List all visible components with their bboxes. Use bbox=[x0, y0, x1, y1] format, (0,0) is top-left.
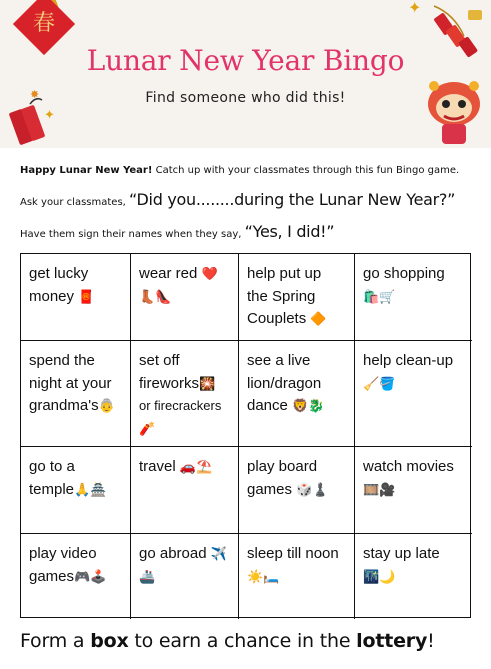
cell-text: go shopping bbox=[363, 265, 445, 282]
bingo-cell[interactable] bbox=[131, 341, 239, 447]
footer-text: ! bbox=[427, 630, 435, 652]
bingo-cell[interactable] bbox=[131, 254, 239, 341]
cell-text: help put up the Spring Couplets bbox=[247, 265, 322, 327]
pray-temple-icon: 🙏🏯 bbox=[74, 481, 107, 497]
bingo-cell[interactable] bbox=[21, 341, 131, 447]
cell-text: set off fireworks bbox=[139, 352, 200, 392]
cell-text: go abroad bbox=[139, 545, 207, 562]
bingo-cell[interactable] bbox=[239, 254, 355, 341]
ship-icon: 🚢 bbox=[139, 568, 156, 584]
cell-text: play board games bbox=[247, 458, 318, 498]
grandma-icon: 👵 bbox=[98, 398, 115, 413]
bingo-cell[interactable] bbox=[355, 254, 472, 341]
page-title: Lunar New Year Bingo bbox=[86, 44, 405, 77]
dice-chess-icon: 🎲♟️ bbox=[296, 481, 329, 497]
red-envelope-icon: 🧧 bbox=[78, 288, 95, 304]
film-camera-icon: 🎞️🎥 bbox=[363, 481, 396, 497]
intro-line-greeting bbox=[20, 165, 459, 176]
cell-text: go to a temple bbox=[29, 458, 75, 498]
cell-text: help clean-up bbox=[363, 352, 454, 369]
ask-prefix: Ask your classmates, bbox=[20, 197, 130, 208]
sparkle-icon: ✸ bbox=[30, 88, 40, 101]
spring-character-icon: 春 bbox=[32, 11, 55, 36]
footer-text: Form a bbox=[20, 630, 91, 652]
airplane-icon: ✈️ bbox=[210, 546, 227, 561]
firecracker-icon: 🧨 bbox=[139, 420, 156, 436]
cell-text: watch movies bbox=[363, 458, 454, 475]
footer-text: to earn a chance in the bbox=[128, 630, 357, 652]
page-subtitle: Find someone who did this! bbox=[145, 90, 346, 106]
footer-bold-box: box bbox=[90, 630, 129, 652]
gamepad-joystick-icon: 🎮🕹️ bbox=[74, 568, 107, 584]
shopping-bags-cart-icon: 🛍️🛒 bbox=[363, 288, 396, 304]
bingo-cell[interactable] bbox=[21, 254, 131, 341]
ask-quote: “Did you........during the Lunar New Year?” bbox=[129, 190, 456, 209]
boot-and-heel-icon: 👢👠 bbox=[139, 288, 172, 304]
bingo-cell[interactable] bbox=[239, 341, 355, 447]
bingo-cell[interactable] bbox=[21, 534, 131, 619]
cell-text: travel bbox=[139, 458, 176, 475]
bingo-cell[interactable] bbox=[239, 534, 355, 619]
bingo-cell[interactable] bbox=[355, 534, 472, 619]
bingo-cell[interactable] bbox=[355, 447, 472, 534]
bingo-cell[interactable] bbox=[355, 341, 472, 447]
sun-bed-icon: ☀️🛏️ bbox=[247, 568, 280, 584]
footer-bold-lottery: lottery bbox=[356, 630, 428, 652]
cell-text: stay up late bbox=[363, 545, 440, 562]
intro-line-sign bbox=[20, 222, 334, 241]
bingo-cell[interactable] bbox=[131, 447, 239, 534]
red-heart-icon: ❤️ bbox=[201, 266, 218, 281]
footer-instruction bbox=[20, 630, 435, 652]
cell-text: see a live lion/dragon dance bbox=[247, 352, 322, 414]
bingo-cell[interactable] bbox=[239, 447, 355, 534]
lion-dragon-icon: 🦁🐉 bbox=[292, 398, 325, 413]
cell-text: get lucky money bbox=[29, 265, 89, 305]
sparkle-icon: ✦ bbox=[44, 108, 55, 123]
fireworks-icon: 🎇 bbox=[199, 375, 216, 391]
greeting-text: Catch up with your classmates through this fun Bingo game. bbox=[152, 165, 460, 176]
sign-quote: “Yes, I did!” bbox=[244, 222, 335, 241]
cell-text: spend the night at your grandma's bbox=[29, 352, 112, 414]
cell-text: wear red bbox=[139, 265, 198, 282]
greeting-bold: Happy Lunar New Year! bbox=[20, 165, 153, 176]
orange-diamond-icon: 🔶 bbox=[310, 311, 327, 326]
cell-text: play video games bbox=[29, 545, 97, 585]
bingo-cell[interactable] bbox=[21, 447, 131, 534]
cell-text: sleep till noon bbox=[247, 545, 339, 562]
night-moon-icon: 🌃🌙 bbox=[363, 568, 396, 584]
intro-line-ask bbox=[20, 190, 455, 209]
sign-prefix: Have them sign their names when they say, bbox=[20, 229, 245, 240]
lion-dance-icon bbox=[420, 74, 488, 146]
cell-text: or firecrackers bbox=[139, 398, 222, 413]
bingo-grid bbox=[20, 253, 471, 618]
car-beach-icon: 🚗⛱️ bbox=[179, 459, 213, 474]
broom-bucket-icon: 🧹🪣 bbox=[363, 375, 396, 391]
header-banner bbox=[0, 0, 491, 148]
sparkle-icon: ✦ bbox=[408, 0, 422, 17]
bingo-cell[interactable] bbox=[131, 534, 239, 619]
